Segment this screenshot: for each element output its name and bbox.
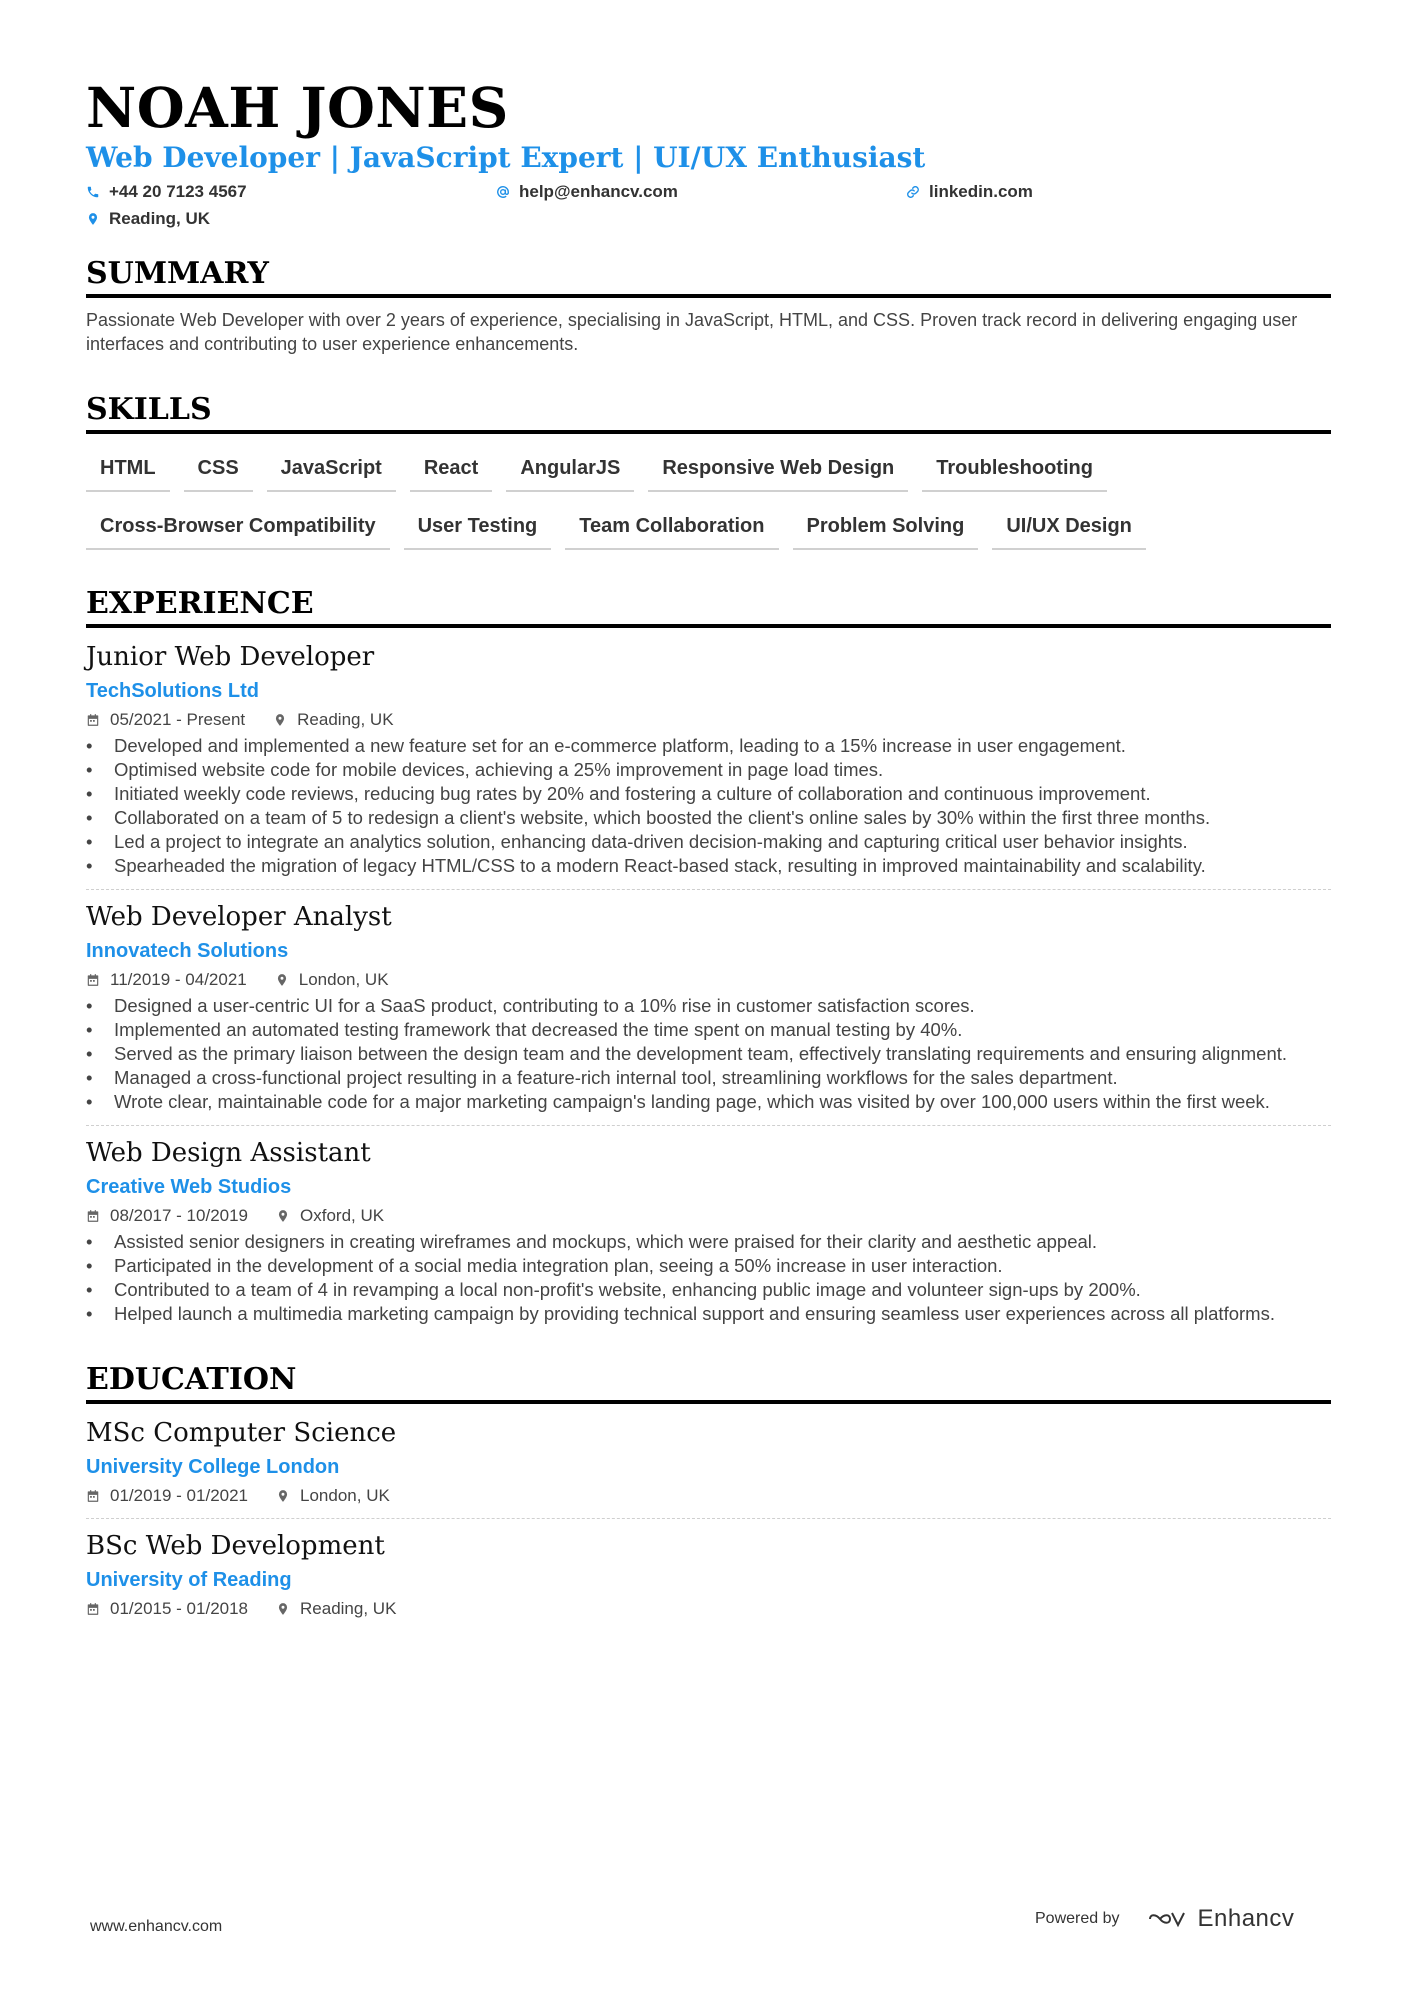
degree-title: BSc Web Development <box>86 1531 385 1561</box>
map-pin-icon <box>275 973 289 987</box>
job-location: London, UK <box>298 970 389 989</box>
company-name: Creative Web Studios <box>86 1176 292 1198</box>
company-name: Innovatech Solutions <box>86 940 289 962</box>
list-item: • Developed and implemented a new feature set for an e-commerce platform, leading to a 15% increase in user engagement. <box>86 734 1331 758</box>
location-contact <box>86 207 496 230</box>
list-item: • Collaborated on a team of 5 to redesign a client's website, which boosted the client's online sales by 30% within the first three months. <box>86 806 1331 830</box>
job-meta <box>86 969 1331 991</box>
education-title: EDUCATION <box>86 1360 1331 1404</box>
map-pin-icon <box>86 212 100 226</box>
job-title: Junior Web Developer <box>86 642 375 672</box>
skill-tag: React <box>410 446 492 492</box>
list-item: • Contributed to a team of 4 in revamping a local non-profit's website, enhancing public image and volunteer sign-ups by 200%. <box>86 1278 1331 1302</box>
calendar-icon <box>86 1489 100 1503</box>
education-section <box>86 1360 1331 1620</box>
education-dates: 01/2015 - 01/2018 <box>110 1599 249 1618</box>
skill-tag: Team Collaboration <box>565 504 778 550</box>
summary-title: SUMMARY <box>86 254 1331 298</box>
list-item: • Led a project to integrate an analytics solution, enhancing data-driven decision-making and capturing critical user behavior insights. <box>86 830 1331 854</box>
link-icon <box>906 185 920 199</box>
job-bullets <box>86 994 1331 1114</box>
map-pin-icon <box>276 1602 290 1616</box>
education-meta <box>86 1485 1331 1507</box>
footer-website[interactable]: www.enhancv.com <box>90 1918 223 1935</box>
linkedin-contact[interactable] <box>906 180 1206 203</box>
experience-section <box>86 584 1331 1326</box>
list-item: • Helped launch a multimedia marketing campaign by providing technical support and ensuring seamless user experiences across all platforms. <box>86 1302 1331 1326</box>
school-name: University of Reading <box>86 1569 292 1591</box>
email-text: help@enhancv.com <box>519 181 678 201</box>
degree-title: MSc Computer Science <box>86 1418 397 1448</box>
skill-tag: Troubleshooting <box>922 446 1107 492</box>
skills-section <box>86 390 1331 550</box>
experience-title: EXPERIENCE <box>86 584 1331 628</box>
list-item: • Designed a user-centric UI for a SaaS product, contributing to a 10% rise in customer satisfaction scores. <box>86 994 1331 1018</box>
job-title: Web Design Assistant <box>86 1138 371 1168</box>
candidate-name: NOAH JONES <box>86 75 509 140</box>
calendar-icon <box>86 1602 100 1616</box>
experience-entry <box>86 900 1331 1114</box>
experience-entry <box>86 640 1331 878</box>
linkedin-text: linkedin.com <box>929 181 1033 201</box>
calendar-icon <box>86 1209 100 1223</box>
list-item: • Served as the primary liaison between the design team and the development team, effectively translating requirements and ensuring alignment. <box>86 1042 1331 1066</box>
skills-title: SKILLS <box>86 390 1331 434</box>
skill-tag: UI/UX Design <box>992 504 1146 550</box>
list-item: • Implemented an automated testing framework that decreased the time spent on manual testing by 40%. <box>86 1018 1331 1042</box>
brand-name: Enhancv <box>1197 1905 1295 1932</box>
list-item: • Initiated weekly code reviews, reducing bug rates by 20% and fostering a culture of collaboration and continuous improvement. <box>86 782 1331 806</box>
skills-list <box>86 446 1331 550</box>
skill-tag: HTML <box>86 446 170 492</box>
enhancv-logo-icon <box>1146 1907 1190 1931</box>
phone-icon <box>86 185 100 199</box>
email-contact[interactable] <box>496 180 906 203</box>
job-location: Oxford, UK <box>300 1206 385 1225</box>
resume-page <box>86 76 1331 1620</box>
job-dates: 08/2017 - 10/2019 <box>110 1206 249 1225</box>
skill-tag: Cross-Browser Compatibility <box>86 504 390 550</box>
job-dates: 11/2019 - 04/2021 <box>110 970 247 989</box>
map-pin-icon <box>276 1209 290 1223</box>
footer-branding <box>1035 1905 1294 1933</box>
entry-divider <box>86 1518 1331 1519</box>
summary-text: Passionate Web Developer with over 2 years of experience, specialising in JavaScript, HTML, and CSS. Proven track record in delivering engaging user interfaces and contributing to user experience enhancements. <box>86 310 1298 354</box>
list-item: • Participated in the development of a social media integration plan, seeing a 50% increase in user interaction. <box>86 1254 1331 1278</box>
skill-tag: User Testing <box>404 504 552 550</box>
education-dates: 01/2019 - 01/2021 <box>110 1486 249 1505</box>
list-item: • Optimised website code for mobile devices, achieving a 25% improvement in page load times. <box>86 758 1331 782</box>
education-location: London, UK <box>300 1486 390 1505</box>
job-title: Web Developer Analyst <box>86 902 392 932</box>
entry-divider <box>86 1125 1331 1126</box>
skill-tag: AngularJS <box>506 446 634 492</box>
job-dates: 05/2021 - Present <box>110 710 246 729</box>
summary-section <box>86 254 1331 356</box>
job-meta <box>86 1205 1331 1227</box>
phone-text: +44 20 7123 4567 <box>109 181 247 201</box>
experience-entry <box>86 1136 1331 1326</box>
education-meta <box>86 1598 1331 1620</box>
phone-contact <box>86 180 496 203</box>
list-item: • Wrote clear, maintainable code for a major marketing campaign's landing page, which was visited by over 100,000 users within the first week. <box>86 1090 1331 1114</box>
list-item: • Assisted senior designers in creating wireframes and mockups, which were praised for their clarity and aesthetic appeal. <box>86 1230 1331 1254</box>
calendar-icon <box>86 973 100 987</box>
education-location: Reading, UK <box>300 1599 397 1618</box>
job-location: Reading, UK <box>297 710 394 729</box>
powered-by-text: Powered by <box>1035 1910 1120 1927</box>
job-bullets <box>86 1230 1331 1326</box>
location-text: Reading, UK <box>109 208 211 228</box>
job-bullets <box>86 734 1331 878</box>
skill-tag: Responsive Web Design <box>648 446 908 492</box>
headline: Web Developer | JavaScript Expert | UI/UX Enthusiast <box>86 141 926 174</box>
calendar-icon <box>86 713 100 727</box>
education-entry <box>86 1529 1331 1620</box>
job-meta <box>86 709 1331 731</box>
skill-tag: Problem Solving <box>793 504 979 550</box>
school-name: University College London <box>86 1456 340 1478</box>
skill-tag: CSS <box>184 446 253 492</box>
skill-tag: JavaScript <box>267 446 396 492</box>
company-name: TechSolutions Ltd <box>86 680 259 702</box>
list-item: • Managed a cross-functional project resulting in a feature-rich internal tool, streamlining workflows for the sales department. <box>86 1066 1331 1090</box>
education-entry <box>86 1416 1331 1507</box>
contact-info <box>86 180 1331 230</box>
map-pin-icon <box>276 1489 290 1503</box>
at-icon <box>496 185 510 199</box>
list-item: • Spearheaded the migration of legacy HTML/CSS to a modern React-based stack, resulting in improved maintainability and scalability. <box>86 854 1331 878</box>
entry-divider <box>86 889 1331 890</box>
map-pin-icon <box>273 713 287 727</box>
